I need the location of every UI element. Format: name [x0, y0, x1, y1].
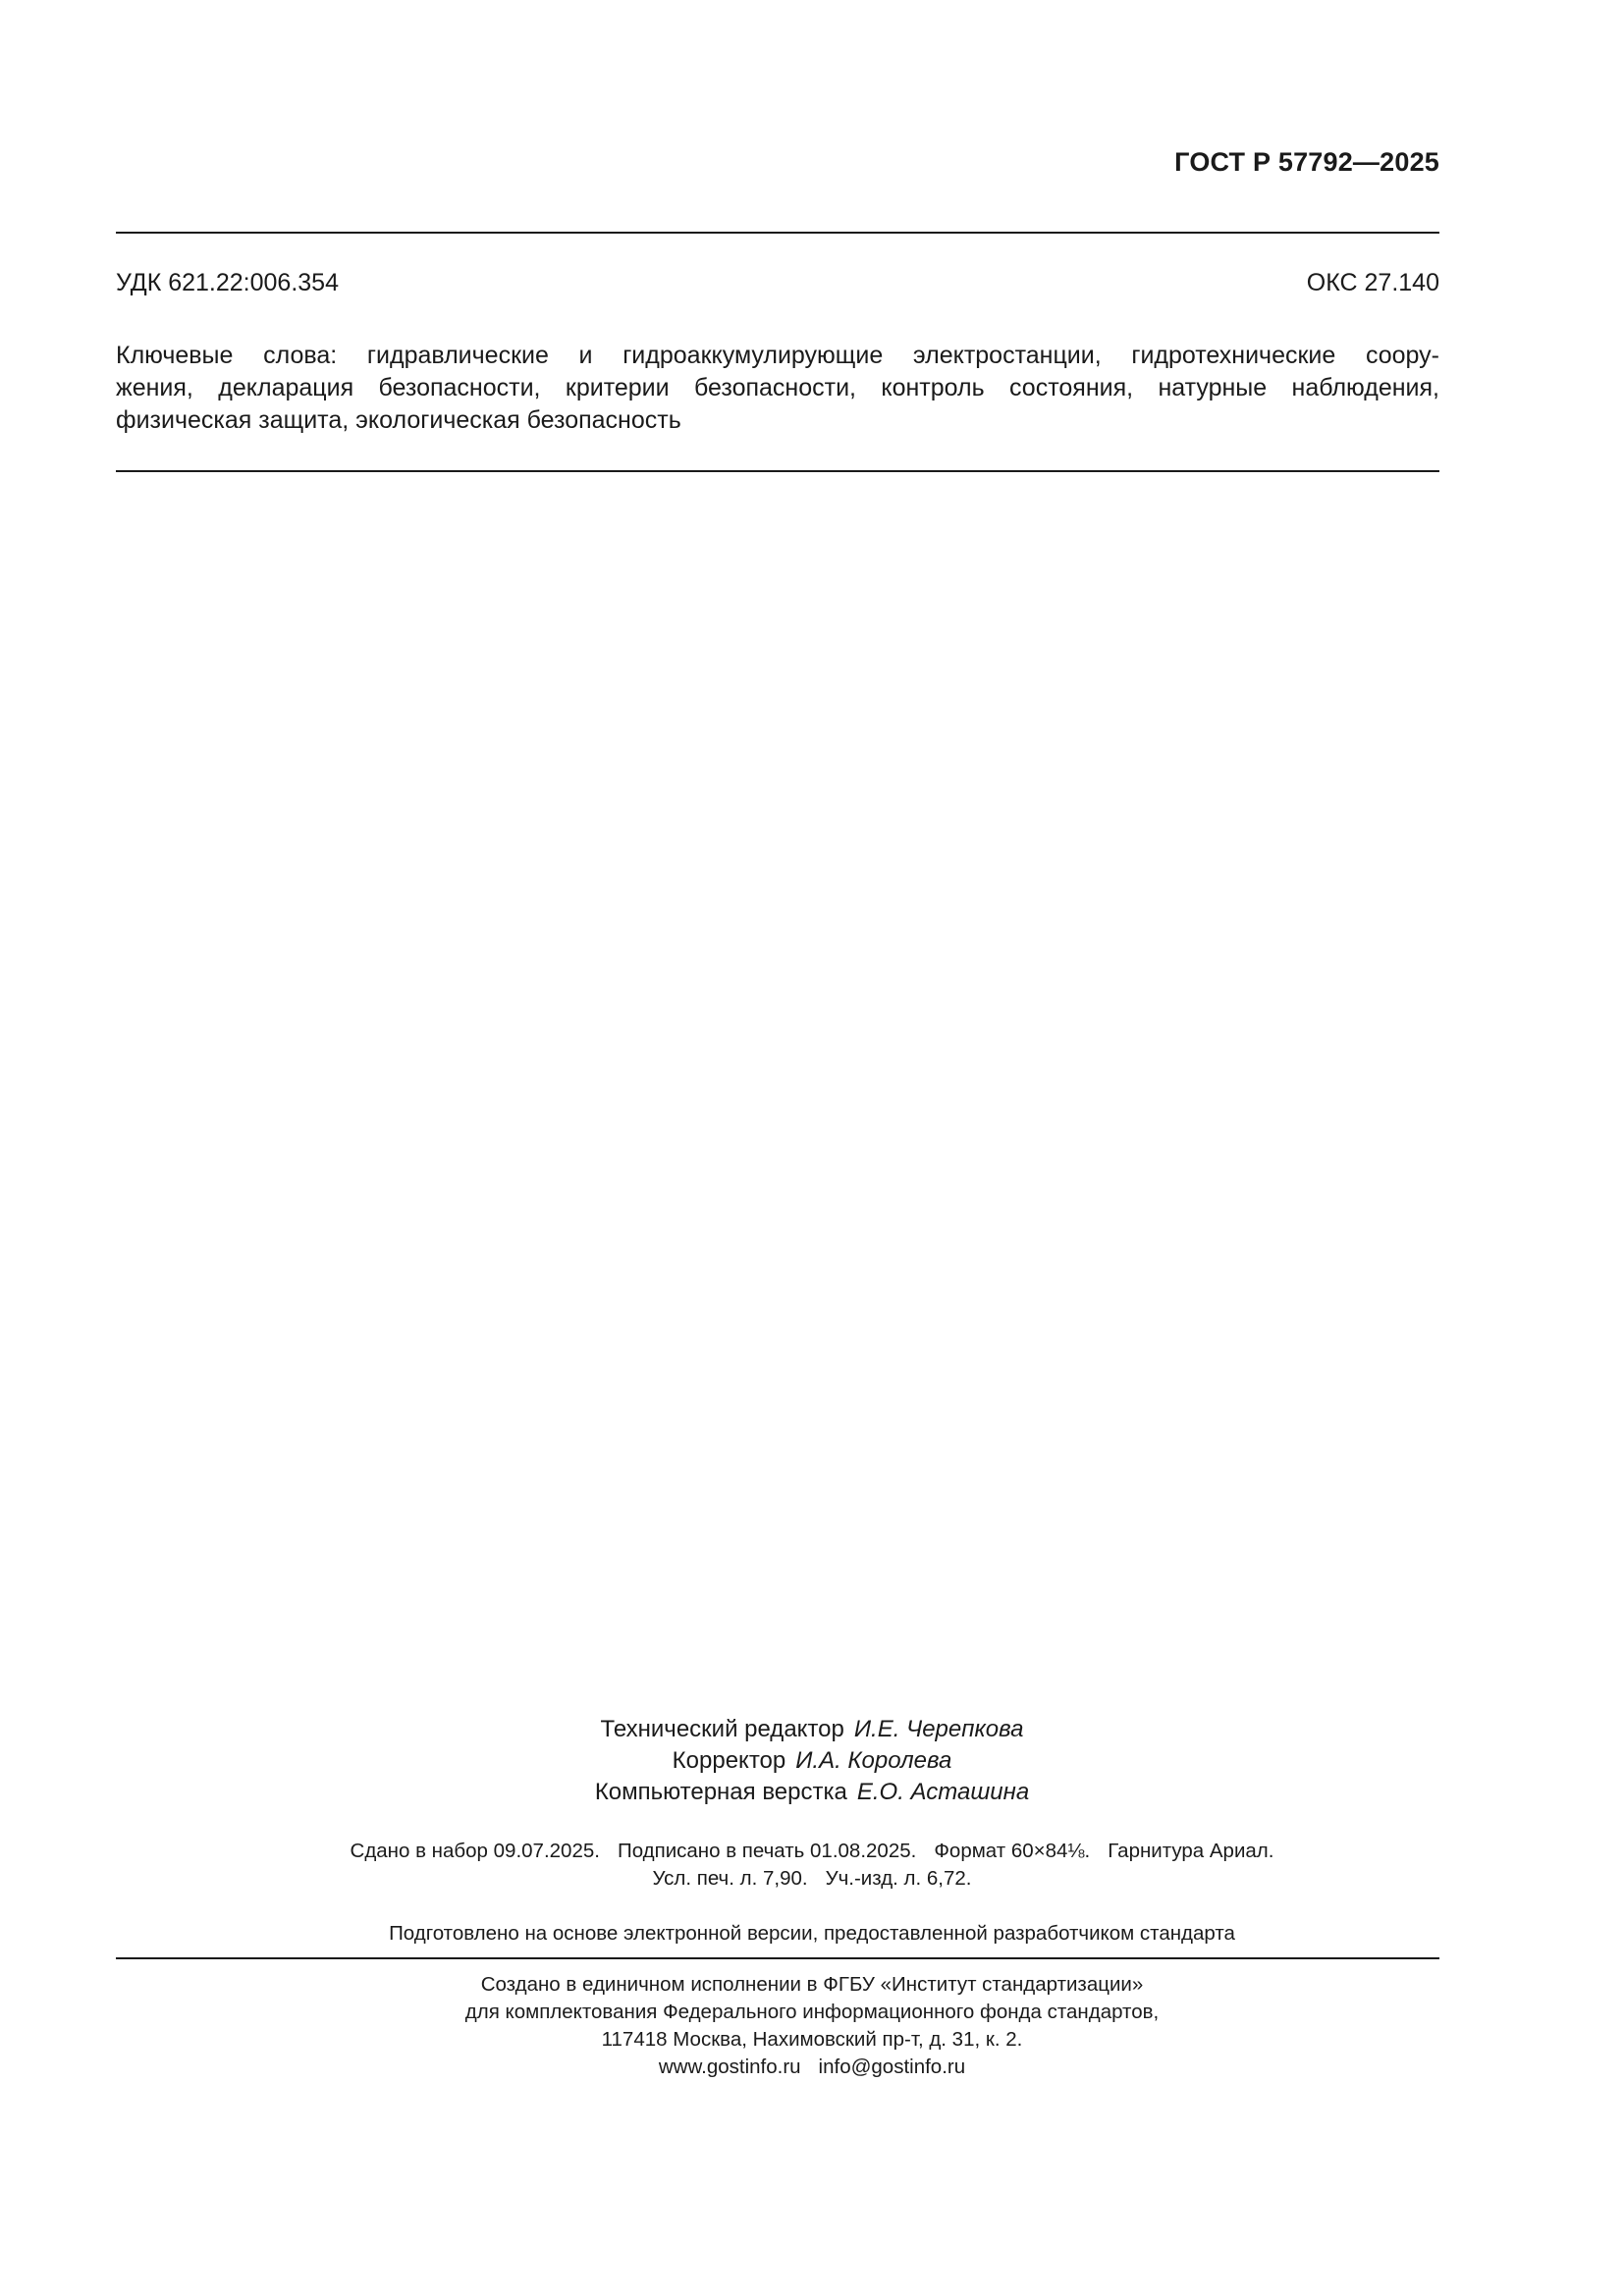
keywords-line: Ключевые слова: гидравлические и гидроаккумулирующие электростанции, гидротехнические соору- — [116, 342, 1439, 369]
publisher-address: 117418 Москва, Нахимовский пр-т, д. 31, к. 2. — [601, 2028, 1023, 2051]
keywords-line: физическая защита, экологическая безопасность — [116, 406, 681, 434]
keywords-block — [116, 340, 1439, 437]
paper-format: Формат 60×84⅛. — [934, 1840, 1091, 1862]
corrector-label: Корректор — [672, 1747, 786, 1774]
prepared-note: Подготовлено на основе электронной версии, предоставленной разработчиком стандарта — [389, 1922, 1235, 1945]
oks-code: ОКС 27.140 — [1306, 269, 1439, 296]
top-divider — [116, 232, 1439, 234]
keywords-divider — [116, 470, 1439, 472]
publishing-sheets: Уч.-изд. л. 6,72. — [825, 1867, 972, 1890]
udk-code: УДК 621.22:006.354 — [116, 269, 339, 296]
layout-label: Компьютерная верстка — [594, 1779, 847, 1805]
tech-editor-name: И.Е. Черепкова — [853, 1716, 1024, 1742]
tech-editor-label: Технический редактор — [600, 1716, 844, 1742]
bottom-divider — [116, 1957, 1439, 1959]
layout-name: Е.О. Асташина — [856, 1779, 1030, 1805]
typeset-date: Сдано в набор 09.07.2025. — [350, 1840, 600, 1862]
imprint-line — [0, 1838, 1624, 1865]
publisher-block — [0, 1971, 1624, 2081]
corrector-line — [0, 1745, 1624, 1777]
corrector-name: И.А. Королева — [795, 1747, 952, 1774]
website-link[interactable]: www.gostinfo.ru — [658, 2056, 801, 2078]
publisher-line: Создано в единичном исполнении в ФГБУ «Институт стандартизации» — [480, 1973, 1144, 1996]
publisher-line: для комплектования Федерального информационного фонда стандартов, — [464, 2001, 1160, 2023]
tech-editor-line — [0, 1714, 1624, 1745]
email-link[interactable]: info@gostinfo.ru — [818, 2056, 966, 2078]
credits-block — [0, 1714, 1624, 1808]
print-sheets: Усл. печ. л. 7,90. — [652, 1867, 808, 1890]
layout-line — [0, 1777, 1624, 1808]
signed-date: Подписано в печать 01.08.2025. — [617, 1840, 917, 1862]
imprint-block — [0, 1838, 1624, 1893]
typeface: Гарнитура Ариал. — [1108, 1840, 1274, 1862]
imprint-line — [0, 1865, 1624, 1893]
publisher-contacts — [0, 2054, 1624, 2081]
keywords-line: жения, декларация безопасности, критерии безопасности, контроль состояния, натурные наблюдения, — [116, 374, 1439, 401]
standard-code: ГОСТ Р 57792—2025 — [1174, 147, 1439, 177]
